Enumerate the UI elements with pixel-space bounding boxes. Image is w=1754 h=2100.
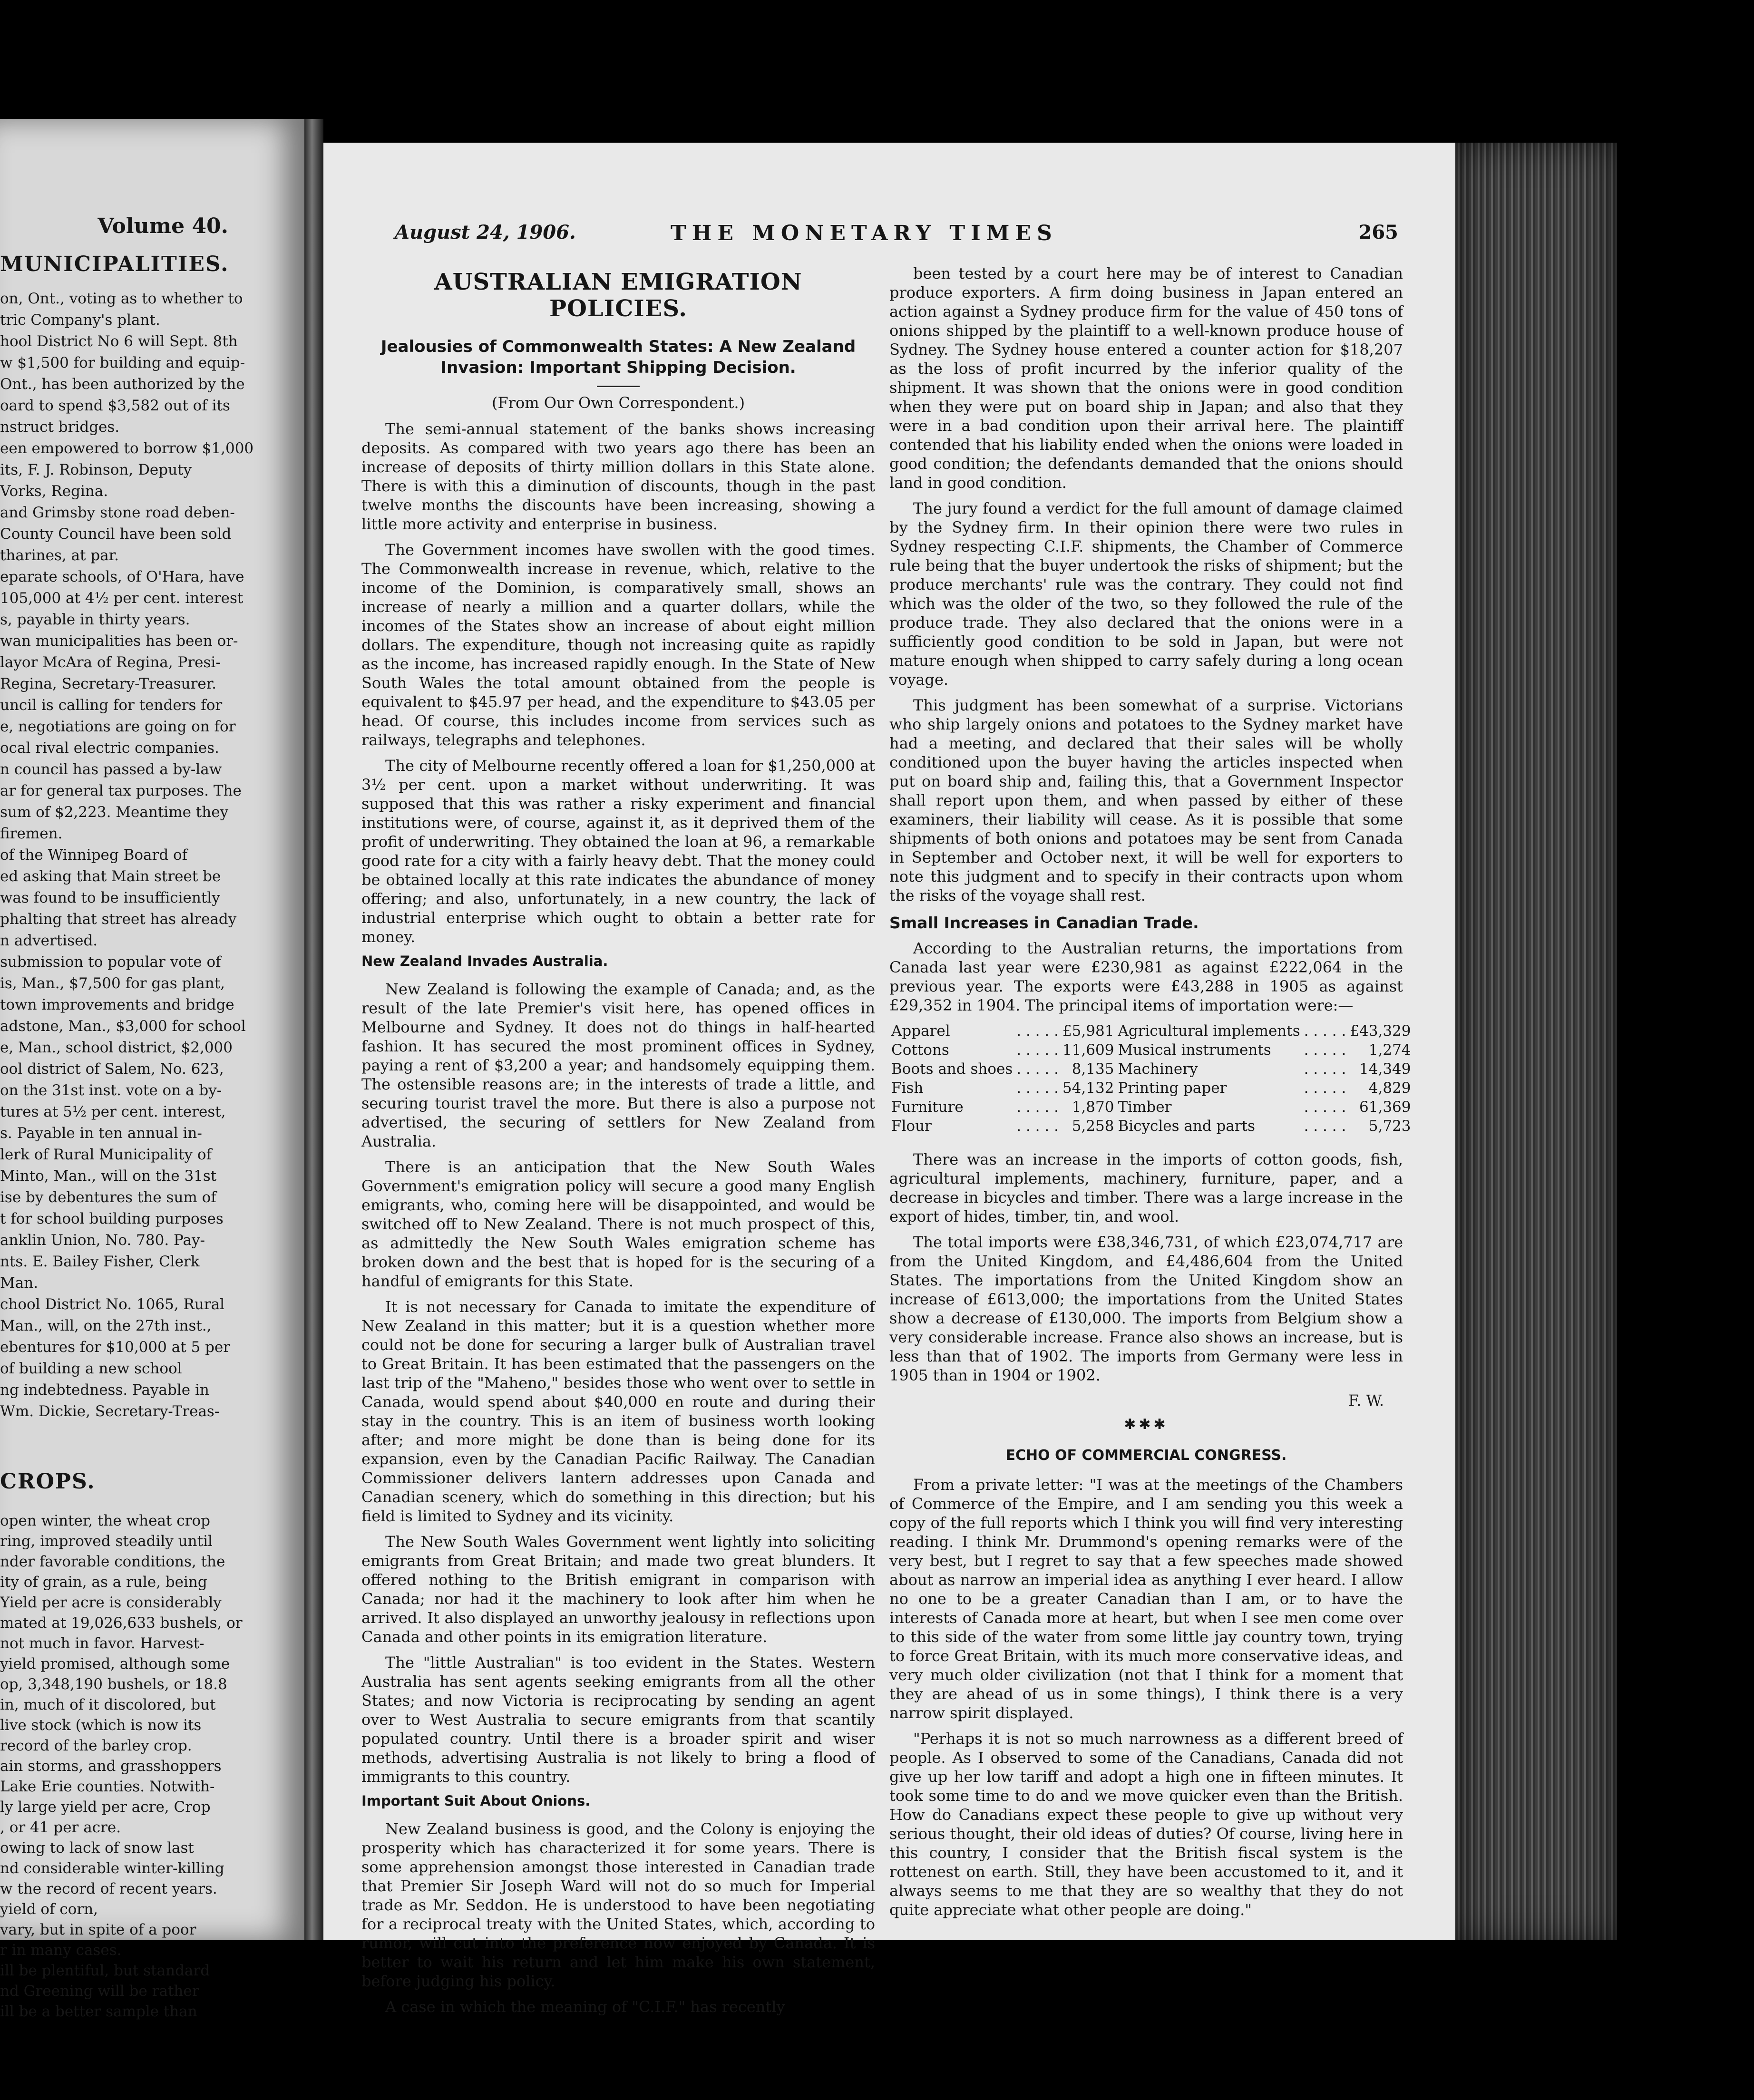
- trade-item: Cottons: [891, 1041, 949, 1059]
- left-page-line: lerk of Rural Municipality of: [0, 1146, 212, 1163]
- left-page-volume: Volume 40.: [97, 214, 228, 238]
- trade-row: [889, 1079, 1116, 1098]
- left-page-line: ly large yield per acre, Crop: [0, 1799, 211, 1816]
- left-page-line: chool District No. 1065, Rural: [0, 1296, 225, 1313]
- left-page-line: nts. E. Bailey Fisher, Clerk: [0, 1253, 200, 1270]
- trade-row: [889, 1040, 1116, 1060]
- left-page-line: tharines, at par.: [0, 547, 119, 564]
- leader-dots: . . . . .: [1016, 1041, 1059, 1059]
- left-page-line: record of the barley crop.: [0, 1737, 192, 1754]
- left-page-line: Wm. Dickie, Secretary-Treas-: [0, 1403, 220, 1420]
- left-page-line: 105,000 at 4½ per cent. interest: [0, 590, 244, 607]
- left-page-line: Lake Erie counties. Notwith-: [0, 1778, 215, 1795]
- left-page-line: n council has passed a by-law: [0, 761, 222, 778]
- trade-row: [1116, 1040, 1413, 1060]
- left-page-line: sum of $2,223. Meantime they: [0, 804, 229, 821]
- left-page-line: of the Winnipeg Board of: [0, 846, 188, 864]
- main-page: [323, 143, 1455, 2016]
- header-title: THE MONETARY TIMES: [671, 221, 1058, 245]
- trade-item: Timber: [1118, 1099, 1172, 1116]
- left-page-line: phalting that street has already: [0, 911, 237, 928]
- trade-row: [1116, 1117, 1413, 1136]
- running-header: [323, 221, 1455, 250]
- paragraph: New Zealand is following the example of Canada; and, as the result of the late Premier's visit here, has opened offices in Melbourne and Sydney. It does not do things in half-hearted fashion. It has secured the most prominent offices in Sydney, paying a rent of $3,200 a year; and handsomely equipping them. The ostensible reasons are; in the interests of trade a little, and securing tourist travel the more. But there is also a purpose not advertised, the securing of settlers for New Zealand from Australia.: [361, 980, 875, 1150]
- trade-value: 61,369: [1359, 1099, 1411, 1116]
- trade-item: Printing paper: [1118, 1079, 1227, 1097]
- left-page-line: n advertised.: [0, 932, 98, 949]
- section-ornament: ✱✱✱: [1124, 1416, 1169, 1433]
- trade-item: Apparel: [891, 1022, 950, 1040]
- article-title: AUSTRALIAN EMIGRATION POLICIES.: [434, 269, 802, 322]
- trade-value: £43,329: [1350, 1022, 1411, 1040]
- left-page-line: wan municipalities has been or-: [0, 632, 238, 650]
- paragraph: The city of Melbourne recently offered a loan for $1,250,000 at 3½ per cent. upon a market without underwriting. It was supposed that this was rather a risky experiment and financial institutions were, of course, against it, as it deprived them of the profit of underwriting. They obtained the loan at 96, a remarkable good rate for a city with a fairly heavy debt. That the money could be obtained locally at this rate indicates the abundance of money offering; and also, unfortunately, in a new country, the lack of industrial enterprise which ought to obtain a better rate for money.: [361, 757, 875, 946]
- trade-row: [1116, 1021, 1413, 1040]
- left-page-line: w the record of recent years.: [0, 1880, 217, 1897]
- subhead-canadian-trade: Small Increases in Canadian Trade.: [889, 914, 1199, 932]
- left-page-line: owing to lack of snow last: [0, 1839, 194, 1857]
- left-page-line: vary, but in spite of a poor: [0, 1921, 196, 1938]
- left-page-line: , or 41 per acre.: [0, 1819, 121, 1836]
- left-page-line: is, Man., $7,500 for gas plant,: [0, 975, 225, 992]
- left-page-line: nd considerable winter-killing: [0, 1860, 224, 1877]
- left-page-line: Man., will, on the 27th inst.,: [0, 1317, 212, 1334]
- paragraph: The New South Wales Government went lightly into soliciting emigrants from Great Britain; and made two great blunders. It offered nothing to the British emigrant in comparison with Canada; nor had it the machinery to look after him when he arrived. It also displayed an unworthy jealousy in reflections upon Canada and other points in its emigration literature.: [361, 1533, 875, 1646]
- subhead-onions: Important Suit About Onions.: [361, 1793, 591, 1809]
- left-page-line: s. Payable in ten annual in-: [0, 1125, 202, 1142]
- left-page-line: was found to be insufficiently: [0, 889, 220, 906]
- left-page-line: ar for general tax purposes. The: [0, 782, 242, 799]
- left-page-line: not much in favor. Harvest-: [0, 1635, 205, 1652]
- left-page-line: ity of grain, as a rule, being: [0, 1574, 207, 1591]
- paragraph: From a private letter: "I was at the meetings of the Chambers of Commerce of the Empire, and I am sending you this week a copy of the full reports which I think you will find very interesting reading. I think Mr. Drummond's opening remarks were of the very best, but I regret to say that a few speeches made showed about as narrow an imperial idea as anything I ever heard. I allow no one to be a greater Canadian than I am, or to have the interests of Canada more at heart, but when I see men come over to this side of the water from some little jay country town, trying to force Great Britain, with its much more conservative ideas, and very much older civilization (not that I think for a moment that they are ahead of us in some things), I think there is a very narrow spirit displayed.: [889, 1476, 1403, 1722]
- left-page-line: nder favorable conditions, the: [0, 1553, 225, 1570]
- divider: [597, 386, 640, 387]
- trade-value: 1,274: [1368, 1041, 1411, 1059]
- left-page-column-crops: [0, 1512, 266, 2023]
- trade-item: Flour: [891, 1118, 932, 1135]
- leader-dots: . . . . .: [1016, 1060, 1059, 1078]
- left-page-line: its, F. J. Robinson, Deputy: [0, 461, 192, 478]
- article-section-onions: [361, 1819, 875, 2016]
- leader-dots: . . . . .: [1304, 1099, 1346, 1116]
- trade-value: 1,870: [1072, 1099, 1114, 1116]
- trade-item: Fish: [891, 1079, 924, 1097]
- article-subtitle: Jealousies of Commonwealth States: A New Zealand Invasion: Important Shipping Decision.: [380, 337, 856, 377]
- trade-item: Bicycles and parts: [1118, 1118, 1256, 1135]
- left-page-line: and Grimsby stone road deben-: [0, 504, 235, 521]
- left-page-line: tures at 5½ per cent. interest,: [0, 1103, 226, 1120]
- paragraph: "Perhaps it is not so much narrowness as a different breed of people. As I observed to some of the Canadians, Canada did not give up her low tariff and adopt a high one in fifteen minutes. It took some time to do and we move quicker even than the British. How do Canadians expect these people to give up without very serious thought, their old ideas of duties? Of course, living here in this country, I consider that the British fiscal system is the rottenest on earth. Still, they have been accustomed to it, and it always seems to me that they are so wealthy that they do not quite appreciate what other people are doing.": [889, 1730, 1403, 1919]
- header-date: August 24, 1906.: [395, 221, 576, 243]
- left-page-line: ocal rival electric companies.: [0, 739, 219, 757]
- left-page-line: open winter, the wheat crop: [0, 1512, 210, 1529]
- leader-dots: . . . . .: [1304, 1041, 1346, 1059]
- paragraph: The jury found a verdict for the full amount of damage claimed by the Sydney firm. In their opinion there were two rules in Sydney respecting C.I.F. shipments, the Chamber of Commerce rule being that the buyer undertook the risks of shipment; but the produce merchants' rule was the contrary. They could not find which was the older of the two, so they followed the rule of the produce trade. They also declared that the onions were in a sufficiently good condition to be sold in Japan, but were not mature enough when shipped to carry safely during a long ocean voyage.: [889, 499, 1403, 689]
- paragraph: It is not necessary for Canada to imitate the expenditure of New Zealand in this matter; but it is a question whether more could not be done for securing a larger bulk of Australian travel to Great Britain. It has been estimated that the passengers on the last trip of the "Maheno," besides those who went over to settle in Canada, would spend about $40,000 en route and during their stay in the country. This is an item of business worth looking after; and more might be done than is being done for its expansion, even by the Canadian Pacific Railway. The Canadian Commissioner delivers lantern addresses upon Canada and Canadian scenery, which do something in this direction; but his field is limited to Sydney and its vicinity.: [361, 1298, 875, 1525]
- left-page-line: tric Company's plant.: [0, 311, 160, 329]
- trade-value: 5,258: [1072, 1118, 1114, 1135]
- left-page-line: ed asking that Main street be: [0, 868, 221, 885]
- paragraph: There is an anticipation that the New South Wales Government's emigration policy will secure a good many English emigrants, who, coming here will be disappointed, and would be switched off to New Zealand. There is not much prospect of this, as admittedly the New South Wales emigration scheme has broken down and the best that is hoped for is the securing of a handful of emigrants for this State.: [361, 1158, 875, 1290]
- left-page-line: Vorks, Regina.: [0, 483, 108, 500]
- article-section-imports: [889, 1150, 1403, 1385]
- left-page-line: layor McAra of Regina, Presi-: [0, 654, 221, 671]
- trade-row: [1116, 1098, 1413, 1117]
- left-page-line: ring, improved steadily until: [0, 1533, 213, 1550]
- left-page-line: oard to spend $3,582 out of its: [0, 397, 230, 414]
- left-page-line: t for school building purposes: [0, 1210, 224, 1227]
- leader-dots: . . . . .: [1304, 1118, 1346, 1135]
- left-page-line: anklin Union, No. 780. Pay-: [0, 1232, 205, 1249]
- left-page-line: s, payable in thirty years.: [0, 611, 190, 628]
- right-column: [889, 264, 1411, 1926]
- left-page-line: Minto, Man., will on the 31st: [0, 1167, 217, 1185]
- left-page-line: uncil is calling for tenders for: [0, 697, 223, 714]
- left-page-line: e, Man., school district, $2,000: [0, 1039, 233, 1056]
- trade-row: [889, 1021, 1116, 1040]
- left-page-line: een empowered to borrow $1,000: [0, 440, 254, 457]
- left-page-line: on, Ont., voting as to whether to: [0, 290, 243, 307]
- left-page-line: ill be plentiful, but standard: [0, 1962, 210, 1979]
- paragraph: This judgment has been somewhat of a surprise. Victorians who ship largely onions and potatoes to the Sydney market have had a meeting, and declared that their sales will be wholly conditioned upon the buyer having the articles inspected when put on board ship and, failing this, that a Government Inspector shall report upon them, and when passed by either of these examiners, their liability will cease. As it is possible that some shipments of both onions and potatoes may be sent from Canada in September and October next, it will be well for exporters to note this judgment and to specify in their contracts upon whom the risks of the voyage shall rest.: [889, 696, 1403, 904]
- paragraph: The Government incomes have swollen with the good times. The Commonwealth increase in revenue, which, relative to the income of the Dominion, is comparatively small, shows an increase of nearly a million and a quarter dollars, while the incomes of the States show an increase of about eight million dollars. The expenditure, though not increasing quite as rapidly as the income, has increased rapidly enough. In the State of New South Wales the total amount obtained from the people is equivalent to $45.97 per head, and the expenditure to $43.05 per head. Of course, this includes income from services such as railways, telegraphs and telephones.: [361, 541, 875, 749]
- paragraph: The total imports were £38,346,731, of which £23,074,717 are from the United Kingdom, and £4,486,604 from the United States. The importations from the United Kingdom show an increase of £613,000; the importations from the United States show a decrease of £130,000. The imports from Belgium show a very considerable increase. France also shows an increase, but is less than that of 1902. The imports from Germany were less in 1905 than in 1904 or 1902.: [889, 1233, 1403, 1384]
- article-byline: (From Our Own Correspondent.): [491, 394, 745, 412]
- left-page-line: Ont., has been authorized by the: [0, 376, 245, 393]
- trade-row: [889, 1117, 1116, 1136]
- trade-value: 5,723: [1368, 1118, 1411, 1135]
- left-page-line: yield promised, although some: [0, 1655, 230, 1672]
- paragraph: There was an increase in the imports of cotton goods, fish, agricultural implements, machinery, furniture, paper, and a decrease in bicycles and timber. There was a large increase in the export of hides, timber, tin, and wool.: [889, 1150, 1403, 1225]
- page-number: 265: [1358, 221, 1398, 243]
- trade-row: [1116, 1079, 1413, 1098]
- leader-dots: . . . . .: [1016, 1118, 1059, 1135]
- left-page-line: ebentures for $10,000 at 5 per: [0, 1339, 231, 1356]
- left-page-line: yield of corn,: [0, 1901, 98, 1918]
- trade-item: Machinery: [1118, 1060, 1198, 1078]
- trade-value: £5,981: [1062, 1022, 1114, 1040]
- leader-dots: . . . . .: [1304, 1079, 1346, 1097]
- left-page: [0, 119, 304, 2020]
- left-page-line: hool District No 6 will Sept. 8th: [0, 333, 238, 350]
- leader-dots: . . . . .: [1304, 1022, 1346, 1040]
- trade-value: 8,135: [1072, 1060, 1114, 1078]
- page-edges: [1455, 143, 1617, 1940]
- signature: F. W.: [1348, 1391, 1384, 1410]
- left-page-line: County Council have been sold: [0, 525, 232, 543]
- left-page-line: mated at 19,026,633 bushels, or: [0, 1614, 243, 1632]
- left-page-line: w $1,500 for building and equip-: [0, 354, 245, 371]
- left-page-line: nstruct bridges.: [0, 418, 120, 436]
- trade-table-right: [1116, 1021, 1413, 1136]
- left-page-heading-municipalities: MUNICIPALITIES.: [0, 252, 229, 276]
- paragraph: The semi-annual statement of the banks shows increasing deposits. As compared with two years ago there has been an increase of deposits of thirty million dollars in this State alone. There is with this a diminution of discounts, though in the past twelve months the discounts have been increasing, showing a little more activity and enterprise in business.: [361, 420, 875, 533]
- paragraph: New Zealand business is good, and the Colony is enjoying the prosperity which has characterized it for some years. There is some apprehension amongst those interested in Canadian trade that Premier Sir Joseph Ward will not do so much for Imperial trade as Mr. Seddon. He is understood to have been negotiating for a reciprocal treaty with the United States, which, according to rumor, will cut into the preference now enjoyed by Canada. It is better to wait his return and let him make his own statement, before judging his policy.: [361, 1820, 875, 1990]
- left-page-line: ill be a better sample than: [0, 2003, 197, 2020]
- leader-dots: . . . . .: [1016, 1099, 1059, 1116]
- left-page-line: nd Greening will be rather: [0, 1983, 199, 2000]
- left-page-line: adstone, Man., $3,000 for school: [0, 1018, 246, 1035]
- left-page-line: of building a new school: [0, 1360, 182, 1377]
- trade-row: [1116, 1060, 1413, 1079]
- book-gutter: [304, 119, 323, 1940]
- article-section-banks: [361, 419, 875, 946]
- trade-value: 54,132: [1062, 1079, 1114, 1097]
- trade-row: [889, 1060, 1116, 1079]
- trade-item: Musical instruments: [1118, 1041, 1271, 1059]
- left-page-column-municipalities: [0, 290, 266, 1424]
- trade-intro: According to the Australian returns, the importations from Canada last year were £230,981 as against £222,064 in the previous year. The exports were £43,288 in 1905 as against £29,352 in 1904. The principal items of importation were:—: [889, 939, 1403, 1014]
- left-page-line: op, 3,348,190 bushels, or 18.8: [0, 1676, 227, 1693]
- article-section-new-zealand: [361, 980, 875, 1786]
- left-page-line: eparate schools, of O'Hara, have: [0, 568, 244, 585]
- left-page-line: live stock (which is now its: [0, 1717, 202, 1734]
- paragraph: The "little Australian" is too evident in the States. Western Australia has sent agents seeking emigrants from all the other States; and now Victoria is reciprocating by sending an agent over to West Australia to secure emigrants from that scantily populated country. Until there is a broader spirit and wiser methods, advertising Australia is not likely to bring a flood of immigrants to this country.: [361, 1653, 875, 1786]
- paragraph: A case in which the meaning of "C.I.F." has recently: [385, 1998, 785, 2016]
- trade-row: [889, 1098, 1116, 1117]
- left-page-line: ise by debentures the sum of: [0, 1189, 216, 1206]
- trade-value: 11,609: [1062, 1041, 1114, 1059]
- paragraph: been tested by a court here may be of interest to Canadian produce exporters. A firm doing business in Japan entered an action against a Sydney produce firm for the value of 450 tons of onions shipped by the plaintiff to a well-known produce house of Sydney. The Sydney house entered a counter action for $18,207 as the loss of profit incurred by the inferior quality of the shipment. It was shown that the onions were in good condition when they were put on board ship in Japan; and also that they were in a bad condition upon their arrival here. The plaintiff contended that his liability ended when the onions were loaded in good condition; the defendants demanded that the onions should land in good condition.: [889, 264, 1403, 492]
- trade-item: Boots and shoes: [891, 1060, 1013, 1078]
- article2-title: ECHO OF COMMERCIAL CONGRESS.: [1005, 1447, 1287, 1464]
- left-page-line: Yield per acre is considerably: [0, 1594, 222, 1611]
- subhead-new-zealand: New Zealand Invades Australia.: [361, 953, 608, 969]
- article-section-cif-case: [889, 264, 1403, 905]
- leader-dots: . . . . .: [1016, 1022, 1059, 1040]
- left-page-line: ng indebtedness. Payable in: [0, 1381, 209, 1399]
- article2-body: [889, 1475, 1403, 1919]
- trade-value: 14,349: [1359, 1060, 1411, 1078]
- left-page-line: in, much of it discolored, but: [0, 1696, 216, 1713]
- trade-value: 4,829: [1368, 1079, 1411, 1097]
- trade-item: Furniture: [891, 1099, 964, 1116]
- left-page-line: firemen.: [0, 825, 63, 842]
- left-page-heading-crops: CROPS.: [0, 1469, 96, 1494]
- left-page-line: on the 31st inst. vote on a by-: [0, 1082, 222, 1099]
- leader-dots: . . . . .: [1016, 1079, 1059, 1097]
- left-page-line: submission to popular vote of: [0, 953, 221, 971]
- trade-table-left: [889, 1021, 1116, 1136]
- left-page-line: ain storms, and grasshoppers: [0, 1758, 222, 1775]
- trade-table: [889, 1021, 1411, 1136]
- left-page-line: town improvements and bridge: [0, 996, 234, 1013]
- left-page-line: e, negotiations are going on for: [0, 718, 236, 735]
- left-page-line: ool district of Salem, No. 623,: [0, 1060, 224, 1078]
- trade-item: Agricultural implements: [1118, 1022, 1300, 1040]
- left-page-line: Man.: [0, 1274, 39, 1292]
- left-column: [361, 264, 875, 2023]
- left-page-line: Regina, Secretary-Treasurer.: [0, 675, 216, 692]
- leader-dots: . . . . .: [1304, 1060, 1346, 1078]
- left-page-line: r in many cases.: [0, 1942, 122, 1959]
